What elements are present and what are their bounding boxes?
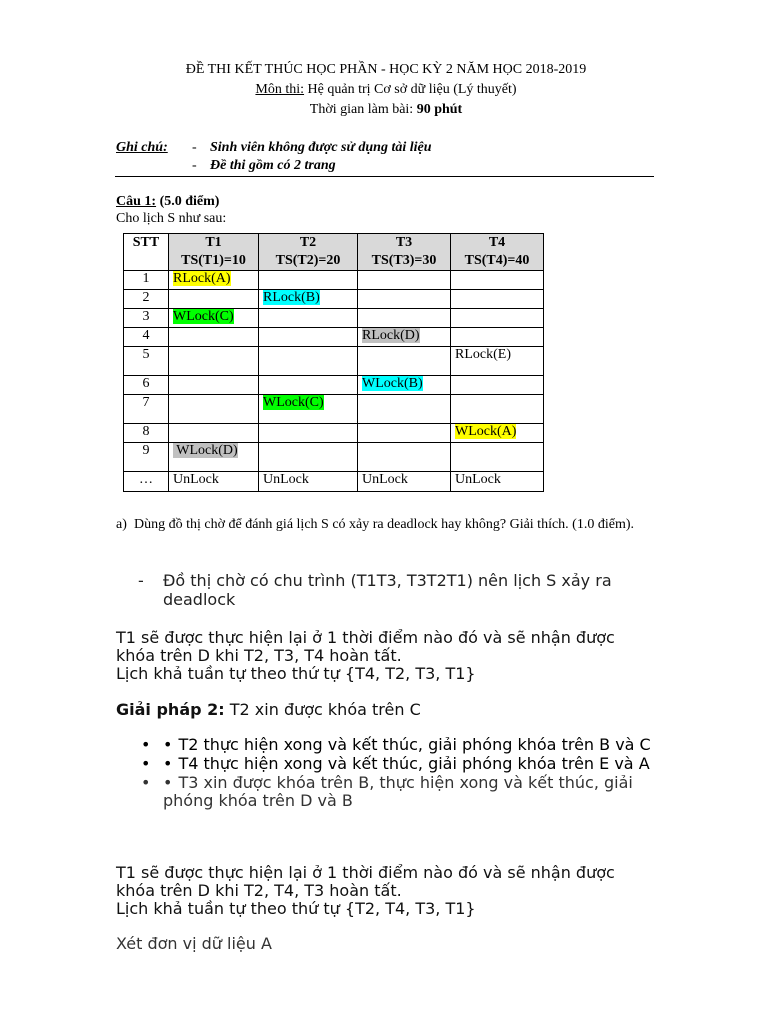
table-cell (169, 309, 259, 328)
table-row (124, 309, 544, 328)
row-number: 5 (124, 347, 169, 376)
row-number: 1 (124, 271, 169, 290)
lock-op: RLock(B) (263, 290, 320, 305)
row-number: 6 (124, 376, 169, 395)
header-t1: T1 TS(T1)=10 (169, 234, 259, 271)
paragraph-line: T1 sẽ được thực hiện lại ở 1 thời điểm nào đó và sẽ nhận được (116, 628, 615, 647)
solution-2-heading (116, 701, 676, 719)
table-cell (358, 309, 451, 328)
table-cell (451, 309, 544, 328)
row-number: 4 (124, 328, 169, 347)
list-item: • • T3 xin được khóa trên B, thực hiện xong và kết thúc, giải phóng khóa trên D và B (141, 773, 633, 810)
table-cell (169, 290, 259, 309)
table-cell (259, 347, 358, 376)
row-number: 3 (124, 309, 169, 328)
table-cell: UnLock (451, 472, 544, 492)
row-number: 2 (124, 290, 169, 309)
table-row (124, 395, 544, 424)
paragraph-line: Lịch khả tuần tự theo thứ tự {T2, T4, T3, T1} (116, 899, 476, 918)
lock-op: WLock(C) (263, 395, 324, 410)
header-stt: STT (124, 234, 169, 271)
wait-graph-text: Đồ thị chờ có chu trình (T1T3, T3T2T1) nên lịch S xảy ra deadlock (163, 571, 612, 609)
answer-paragraph-1 (116, 629, 676, 683)
exam-notes (116, 139, 432, 175)
table-cell (451, 424, 544, 443)
table-cell (358, 424, 451, 443)
note-item: Sinh viên không được sử dụng tài liệu (210, 140, 432, 155)
exam-header (0, 60, 768, 120)
paragraph-line: Lịch khả tuần tự theo thứ tự {T4, T2, T3, T1} (116, 664, 476, 683)
header-t3: T3 TS(T3)=30 (358, 234, 451, 271)
table-cell (259, 290, 358, 309)
table-cell (451, 376, 544, 395)
part-a-question (116, 515, 676, 534)
table-cell (169, 347, 259, 376)
table-cell (259, 328, 358, 347)
exam-subject-line (4, 80, 768, 100)
table-cell (451, 271, 544, 290)
lock-op: RLock(E) (455, 347, 511, 362)
exam-title: ĐỀ THI KẾT THÚC HỌC PHẦN - HỌC KỲ 2 NĂM HỌC 2018-2019 (185, 62, 587, 77)
table-cell (451, 290, 544, 309)
table-cell (169, 395, 259, 424)
header-t2: T2 TS(T2)=20 (259, 234, 358, 271)
paragraph-line: khóa trên D khi T2, T4, T3 hoàn tất. (116, 881, 402, 900)
table-cell: UnLock (169, 472, 259, 492)
wait-graph-answer (138, 571, 668, 609)
subject-label: Môn thi: (255, 82, 305, 97)
table-cell (259, 309, 358, 328)
table-row (124, 290, 544, 309)
answer-paragraph-2 (116, 864, 676, 918)
part-a-text: Dùng đồ thị chờ để đánh giá lịch S có xảy ra deadlock hay không? Giải thích. (1.0 điểm). (134, 517, 634, 532)
subject-value: Hệ quản trị Cơ sở dữ liệu (Lý thuyết) (304, 82, 517, 97)
table-cell (451, 443, 544, 472)
note-label: Ghi chú: (116, 140, 168, 155)
table-cell: UnLock (358, 472, 451, 492)
solution-2-text: T2 xin được khóa trên C (224, 700, 421, 719)
table-row (124, 376, 544, 395)
table-cell (358, 271, 451, 290)
table-cell (358, 376, 451, 395)
exam-time-line (4, 100, 768, 120)
table-row (124, 472, 544, 492)
table-cell (358, 290, 451, 309)
table-cell (169, 271, 259, 290)
note-row (116, 139, 432, 157)
solution-2-steps (116, 736, 656, 811)
table-row (124, 424, 544, 443)
table-cell (169, 328, 259, 347)
note-dash: - (192, 140, 197, 155)
table-cell (169, 443, 259, 472)
solution-2-label: Giải pháp 2: (116, 700, 225, 719)
table-row (124, 443, 544, 472)
table-cell (358, 347, 451, 376)
note-dash: - (192, 158, 197, 173)
lock-op: WLock(B) (362, 376, 423, 391)
table-cell (259, 395, 358, 424)
table-cell (451, 395, 544, 424)
row-number: … (124, 472, 169, 492)
table-cell (259, 271, 358, 290)
closing-line: Xét đơn vị dữ liệu A (116, 934, 272, 953)
schedule-table (123, 233, 544, 492)
header-t4: T4 TS(T4)=40 (451, 234, 544, 271)
lock-op: RLock(D) (362, 328, 420, 343)
question-1 (116, 193, 226, 227)
header-divider (115, 176, 654, 177)
table-cell (358, 443, 451, 472)
lock-op: WLock(D) (173, 443, 238, 458)
list-item: • • T4 thực hiện xong và kết thúc, giải phóng khóa trên E và A (141, 754, 650, 773)
time-value: 90 phút (416, 102, 463, 117)
paragraph-line: khóa trên D khi T2, T3, T4 hoàn tất. (116, 646, 402, 665)
table-row (124, 328, 544, 347)
row-number: 9 (124, 443, 169, 472)
question-intro: Cho lịch S như sau: (116, 211, 227, 226)
table-row (124, 347, 544, 376)
note-item: Đề thi gồm có 2 trang (210, 158, 336, 173)
table-row (124, 271, 544, 290)
time-label: Thời gian làm bài: (309, 102, 417, 117)
table-cell (358, 395, 451, 424)
row-number: 8 (124, 424, 169, 443)
table-cell (169, 376, 259, 395)
note-row (116, 157, 432, 175)
list-item: • • T2 thực hiện xong và kết thúc, giải phóng khóa trên B và C (141, 735, 651, 754)
table-header-row (124, 234, 544, 271)
row-number: 7 (124, 395, 169, 424)
table-cell (358, 328, 451, 347)
part-a-label: a) (116, 517, 127, 532)
table-cell (451, 328, 544, 347)
table-cell (259, 424, 358, 443)
table-cell (451, 347, 544, 376)
table-cell (259, 376, 358, 395)
answer-dash: - (138, 571, 144, 590)
table-cell (169, 424, 259, 443)
question-title: Câu 1: (5.0 điểm) (116, 194, 220, 209)
lock-op: WLock(A) (455, 424, 517, 439)
lock-op: WLock(C) (173, 309, 234, 324)
table-cell: UnLock (259, 472, 358, 492)
table-cell (259, 443, 358, 472)
paragraph-line: T1 sẽ được thực hiện lại ở 1 thời điểm nào đó và sẽ nhận được (116, 863, 615, 882)
lock-op: RLock(A) (173, 271, 231, 286)
